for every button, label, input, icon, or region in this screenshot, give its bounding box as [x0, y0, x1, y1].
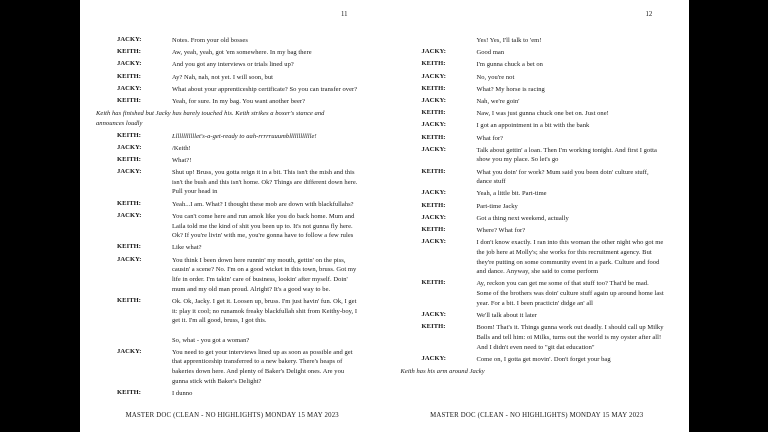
- text-line: What for?: [476, 134, 504, 142]
- stage-direction: [96, 109, 374, 128]
- dialogue-entry: [401, 109, 679, 119]
- dialogue-text: [172, 73, 374, 83]
- text-line: it: play it cool; no runamok freaky blackfullah shit from Keithy-boy, I: [172, 307, 358, 315]
- text-line: Yeah...I am. What? I thought these mob are down with blackfullahs?: [172, 200, 354, 208]
- dialogue-entry: [96, 200, 374, 210]
- dialogue-text: [477, 214, 679, 224]
- dialogue-entry: [401, 134, 679, 144]
- text-line: And I didn't even need to "git dat education": [476, 343, 595, 351]
- speaker-name: JACKY:: [421, 189, 447, 197]
- text-line: /Keith!: [172, 144, 191, 152]
- text-line: life in order. I'm takin' care of business, lookin' after myself. Doin': [172, 275, 348, 283]
- speaker-name: KEITH:: [421, 133, 446, 141]
- stage-direction-text: [401, 367, 679, 377]
- dialogue-entry: [401, 238, 679, 277]
- dialogue-entry: [401, 355, 679, 365]
- text-line: get it. I'm all good, bruss, I got this.: [172, 317, 267, 325]
- text-line: they're putting on some community event in a park. Culture and food: [476, 258, 660, 266]
- speaker-name: KEITH:: [117, 243, 142, 251]
- dialogue-entry: [96, 348, 374, 387]
- text-line: gunna stick with Baker's Delight?: [172, 377, 262, 385]
- text-line: year. For a bit. I been practicin' didge an' all: [476, 299, 593, 307]
- text-line: And you got any interviews or trials lined up?: [172, 61, 294, 69]
- text-line: Shut up! Bruss, you gotta reign it in a bit. This isn't the mish and this: [172, 169, 355, 177]
- page-number: 12: [645, 11, 653, 18]
- dialogue-entry: [401, 323, 679, 352]
- speaker-name: JACKY:: [117, 60, 142, 68]
- dialogue-entry: [96, 132, 374, 142]
- dialogue-entry: [401, 48, 679, 58]
- text-line: Yeah, a little bit. Part-time: [476, 190, 547, 198]
- dialogue-entry: [401, 146, 679, 165]
- speaker-name: KEITH:: [421, 279, 446, 287]
- text-line: and dance. Anyway, she said to come perform: [476, 268, 599, 276]
- speaker-name: JACKY:: [117, 168, 142, 176]
- dialogue-text: [172, 200, 374, 210]
- dialogue-entry: [96, 212, 374, 241]
- text-line: that apprenticeship transferred to a new bakery. There's heaps of: [172, 358, 343, 366]
- text-line: [172, 326, 374, 336]
- dialogue-text: [477, 226, 679, 236]
- text-line: I got an appointment in a bit with the bank: [476, 122, 590, 130]
- text-line: Ok? If you're livin' with me, you're gonna have to follow a few rules: [172, 232, 354, 240]
- text-line: Like what?: [172, 244, 202, 252]
- text-line: We'll talk about it later: [476, 312, 537, 319]
- dialogue-entry: [96, 60, 374, 70]
- dialogue-text: [477, 36, 679, 46]
- speaker-name: JACKY:: [117, 36, 142, 43]
- speaker-name: KEITH:: [421, 226, 446, 233]
- speaker-name: JACKY:: [421, 72, 447, 80]
- speaker-name: KEITH:: [117, 389, 142, 396]
- text-line: Part-time Jacky: [476, 202, 518, 210]
- dialogue-text: [172, 132, 374, 142]
- dialogue-entry: [401, 121, 679, 131]
- page-content: [401, 36, 679, 380]
- page-content: [96, 36, 374, 401]
- dialogue-text: [477, 85, 679, 95]
- text-line: Ay? Nah, nah, not yet. I will soon, but: [172, 73, 274, 81]
- text-line: Ay, reckon you can get me some of that stuff too? That'd be mad.: [476, 280, 649, 288]
- dialogue-text: [477, 73, 679, 83]
- dialogue-entry: [401, 73, 679, 83]
- dialogue-text: [172, 168, 374, 197]
- text-line: Keith has his arm around Jacky: [400, 367, 485, 375]
- dialogue-text: [477, 238, 679, 277]
- text-line: Got a thing next weekend, actually: [476, 214, 569, 222]
- dialogue-text: [172, 48, 374, 58]
- dialogue-entry: [401, 36, 679, 46]
- dialogue-text: [477, 323, 679, 352]
- text-line: isn't the bush and this isn't home. Ok? Things are different down here.: [172, 178, 358, 186]
- text-line: Good man: [476, 49, 505, 57]
- text-line: show you my place. So let's go: [476, 156, 559, 164]
- text-line: I'm gunna chuck a bet on: [476, 61, 543, 69]
- dialogue-entry: [401, 214, 679, 224]
- text-line: I don't know exactly. I ran into this woman the other night who got me: [476, 239, 664, 247]
- dialogue-text: [477, 134, 679, 144]
- dialogue-text: [477, 60, 679, 70]
- speaker-name: JACKY:: [117, 255, 142, 263]
- speaker-name: JACKY:: [421, 96, 447, 104]
- text-line: the job here at Molly's; she works for this recruitment agency. But: [476, 248, 652, 256]
- text-line: Some of the brothers was doin' culture stuff again up around home last: [476, 290, 664, 298]
- stage-direction: [401, 367, 679, 377]
- text-line: announces loudly: [96, 119, 143, 127]
- text-line: Balls and tell him: oi Milks, turns out the world is my oyster after all!: [476, 333, 662, 341]
- text-line: Yeah, for sure. In my bag. You want another beer?: [172, 97, 306, 105]
- text-line: So, what - you got a woman?: [172, 336, 250, 344]
- text-line: Naw, I was just gunna chuck one bet on. Just one!: [476, 110, 609, 118]
- text-line: What? My horse is racing: [476, 85, 545, 93]
- stage-direction-text: [96, 109, 374, 128]
- page-footer: MASTER DOC (CLEAN - NO HIGHLIGHTS) MONDAY 15 MAY 2023: [430, 412, 644, 419]
- text-line: Laila told me the kind of shit you been up to. It's not gunna fly here.: [172, 222, 353, 230]
- text-line: Notes. From your old bosses: [172, 37, 248, 44]
- text-line: bakeries down here. And plenty of Baker's Delight ones. Are you: [172, 368, 345, 376]
- dialogue-text: [477, 109, 679, 119]
- speaker-name: JACKY:: [421, 121, 447, 129]
- dialogue-entry: [401, 279, 679, 308]
- text-line: No, you're not: [476, 73, 515, 81]
- speaker-name: JACKY:: [421, 213, 447, 221]
- text-line: What?!: [172, 156, 192, 164]
- dialogue-entry: [96, 389, 374, 399]
- page-spread: [80, 0, 689, 432]
- speaker-name: JACKY:: [421, 311, 447, 318]
- dialogue-text: [477, 48, 679, 58]
- dialogue-text: [172, 256, 374, 295]
- speaker-name: KEITH:: [117, 131, 142, 139]
- speaker-name: JACKY:: [117, 143, 142, 151]
- speaker-name: JACKY:: [117, 84, 142, 92]
- speaker-name: KEITH:: [421, 201, 446, 209]
- speaker-name: KEITH:: [421, 323, 446, 331]
- dialogue-text: [477, 311, 679, 321]
- dialogue-text: [477, 355, 679, 365]
- dialogue-entry: [96, 297, 374, 345]
- text-line: You can't come here and run amok like you do back home. Mum and: [172, 212, 355, 220]
- text-line: Aw, yeah, yeah, got 'em somewhere. In my bag there: [172, 49, 312, 57]
- speaker-name: JACKY:: [421, 238, 447, 246]
- dialogue-entry: [401, 226, 679, 236]
- speaker-name: KEITH:: [117, 48, 142, 56]
- speaker-name: KEITH:: [117, 96, 142, 104]
- dialogue-entry: [401, 311, 679, 321]
- dialogue-entry: [401, 202, 679, 212]
- dialogue-text: [477, 121, 679, 131]
- speaker-name: KEITH:: [421, 60, 446, 68]
- dialogue-entry: [96, 168, 374, 197]
- text-line: causin' a scene? No. I'm on a good wicket in this town, bruss. Got my: [172, 266, 357, 274]
- dialogue-text: [477, 279, 679, 308]
- dialogue-entry: [401, 97, 679, 107]
- speaker-name: JACKY:: [117, 347, 142, 355]
- script-page-11[interactable]: [80, 0, 385, 432]
- dialogue-text: [477, 146, 679, 165]
- speaker-name: JACKY:: [421, 48, 447, 56]
- text-line: Come on, I gotta get movin'. Don't forget your bag: [476, 355, 611, 363]
- text-line: Pull your head in: [172, 188, 218, 196]
- text-line: Keith has finished but Jacky has barely touched his. Keith strikes a boxer's stance and: [96, 110, 325, 118]
- speaker-name: JACKY:: [421, 354, 447, 362]
- dialogue-text: [172, 212, 374, 241]
- speaker-name: KEITH:: [421, 84, 446, 92]
- text-line: Yes! Yes, I'll talk to 'em!: [476, 37, 542, 44]
- script-page-12[interactable]: [385, 0, 690, 432]
- dialogue-text: [172, 60, 374, 70]
- dialogue-text: [172, 36, 374, 46]
- dialogue-entry: [96, 243, 374, 253]
- dialogue-text: [477, 189, 679, 199]
- dialogue-entry: [96, 156, 374, 166]
- page-number: 11: [341, 11, 348, 18]
- dialogue-entry: [96, 144, 374, 154]
- text-line: You need to get your interviews lined up as soon as possible and get: [172, 348, 353, 356]
- dialogue-entry: [401, 168, 679, 187]
- dialogue-entry: [96, 36, 374, 46]
- speaker-name: KEITH:: [117, 155, 142, 163]
- dialogue-text: [172, 389, 374, 399]
- dialogue-text: [172, 243, 374, 253]
- dialogue-entry: [96, 256, 374, 295]
- speaker-name: KEITH:: [117, 199, 142, 207]
- text-line: Talk about gettin' a loan. Then I'm working tonight. And first I gotta: [476, 146, 657, 154]
- speaker-name: KEITH:: [117, 296, 142, 304]
- speaker-name: KEITH:: [421, 167, 446, 175]
- dialogue-text: [477, 97, 679, 107]
- dialogue-entry: [96, 48, 374, 58]
- dialogue-text: [172, 85, 374, 95]
- dialogue-entry: [401, 60, 679, 70]
- dialogue-entry: [401, 85, 679, 95]
- dialogue-text: [172, 97, 374, 107]
- dialogue-text: [172, 144, 374, 154]
- text-line: dance stuff: [476, 178, 506, 186]
- dialogue-text: [172, 156, 374, 166]
- speaker-name: JACKY:: [117, 211, 142, 219]
- dialogue-text: [172, 297, 374, 345]
- text-line: Ok. Ok, Jacky. I get it. Loosen up, bruss. I'm just havin' fun. Ok, I get: [172, 297, 357, 305]
- page-footer: MASTER DOC (CLEAN - NO HIGHLIGHTS) MONDAY 15 MAY 2023: [125, 412, 339, 419]
- text-line: Llllllllllllet's-a-get-ready to aah-rrrrruuumblllllllllllle!: [172, 132, 317, 140]
- dialogue-entry: [96, 97, 374, 107]
- text-line: You think I been down here runnin' my mouth, gettin' on the piss,: [172, 256, 346, 264]
- speaker-name: KEITH:: [421, 109, 446, 117]
- dialogue-text: [477, 168, 679, 187]
- speaker-name: KEITH:: [117, 72, 142, 80]
- text-line: Boom! That's it. Things gunna work out deadly. I should call up Milky: [476, 324, 664, 332]
- dialogue-text: [477, 202, 679, 212]
- text-line: mum and my old man proud. Alright? It's a good way to be.: [172, 285, 331, 293]
- speaker-name: JACKY:: [421, 145, 447, 153]
- dialogue-entry: [401, 189, 679, 199]
- text-line: I dunno: [172, 390, 193, 397]
- text-line: Where? What for?: [476, 227, 526, 234]
- dialogue-entry: [96, 73, 374, 83]
- text-line: What about your apprenticeship certificate? So you can transfer over?: [172, 85, 358, 93]
- dialogue-text: [172, 348, 374, 387]
- dialogue-entry: [96, 85, 374, 95]
- text-line: Nah, we're goin': [476, 97, 520, 105]
- text-line: What you doin' for work? Mum said you been doin' culture stuff,: [476, 168, 649, 176]
